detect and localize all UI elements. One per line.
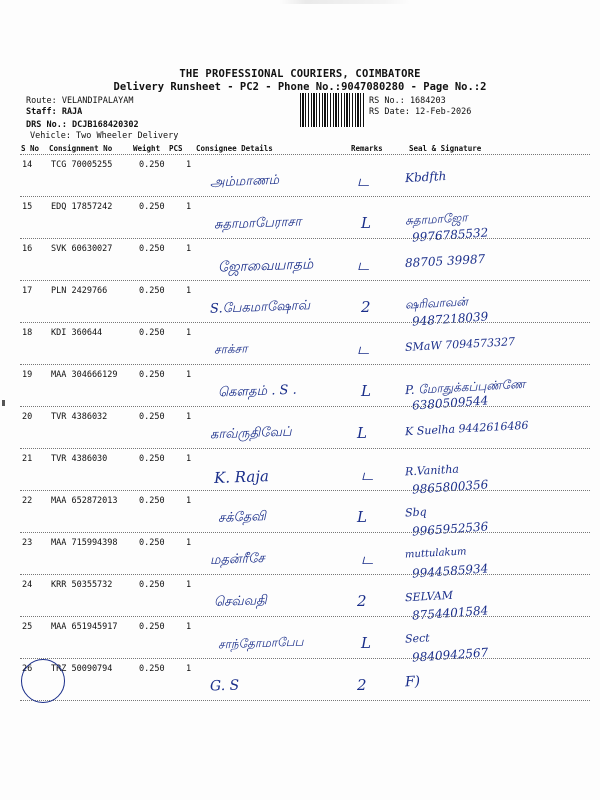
row-sno: 18 — [22, 328, 33, 338]
row-consignee-handwritten: சாந்தோமாபேப — [217, 634, 304, 652]
row-pcs: 1 — [186, 202, 192, 212]
row-consignment-no: MAA 304666129 — [51, 370, 118, 380]
drs-no: DRS No.: DCJB168420302 — [26, 120, 139, 130]
row-sno: 25 — [22, 622, 33, 632]
row-divider — [20, 574, 590, 575]
barcode — [300, 93, 366, 127]
col-consignee: Consignee Details — [196, 144, 273, 153]
row-consignment-no: MAA 651945917 — [51, 622, 118, 632]
row-remark-mark: L — [357, 508, 367, 526]
row-consignment-no: TRZ 50090794 — [51, 664, 113, 674]
row-consignee-handwritten: அம்மாணம் — [209, 172, 280, 191]
row-pcs: 1 — [186, 370, 192, 380]
row-sno: 23 — [22, 538, 33, 548]
row-weight: 0.250 — [139, 580, 165, 590]
row-signature: K Suelha 9442616486 — [404, 418, 529, 439]
row-consignee-handwritten: மதன்ரீசே — [209, 551, 265, 568]
row-consignee-handwritten: காவ்ருதிவேப் — [209, 424, 292, 443]
row-pcs: 1 — [186, 538, 192, 548]
row-remark-mark: ட — [357, 256, 369, 274]
rs-no: RS No.: 1684203 — [369, 96, 446, 106]
row-signature: muttulakum — [404, 546, 467, 561]
row-weight: 0.250 — [139, 244, 165, 254]
col-pcs: PCS — [169, 144, 183, 153]
row-weight: 0.250 — [139, 664, 165, 674]
staff: Staff: RAJA — [26, 107, 83, 117]
row-signature: F) — [404, 673, 421, 691]
row-consignee-handwritten: செவ்வதி — [213, 593, 268, 610]
row-divider — [20, 406, 590, 407]
row-divider — [20, 490, 590, 491]
row-signature-phone: 6380509544 — [411, 393, 489, 413]
row-consignment-no: PLN 2429766 — [51, 286, 108, 296]
row-signature-phone: 8754401584 — [411, 603, 489, 623]
col-seal: Seal & Signature — [409, 144, 482, 153]
row-signature: ஷரிவாவன் — [404, 294, 469, 312]
row-signature-phone: 9965952536 — [411, 519, 489, 539]
row-consignee-handwritten: K. Raja — [213, 467, 270, 487]
row-weight: 0.250 — [139, 538, 165, 548]
row-signature: 88705 39987 — [404, 251, 486, 271]
row-consignee-handwritten: கௌதம் . S . — [217, 382, 297, 401]
col-remarks: Remarks — [351, 144, 383, 153]
row-consignee-handwritten: ஜோவையாதம் — [217, 256, 314, 276]
row-weight: 0.250 — [139, 286, 165, 296]
row-divider — [20, 364, 590, 365]
runsheet-subtitle: Delivery Runsheet - PC2 - Phone No.:9047080280 - Page No.:2 — [113, 81, 487, 93]
row-signature: SELVAM — [404, 588, 454, 605]
row-signature: Sect — [404, 631, 430, 646]
row-signature: Kbdfth — [404, 168, 447, 186]
row-sno: 24 — [22, 580, 33, 590]
row-signature-phone: 9487218039 — [411, 309, 489, 329]
row-divider — [20, 616, 590, 617]
row-sno: 19 — [22, 370, 33, 380]
row-remark-mark: 2 — [357, 592, 367, 610]
col-consignment: Consignment No — [49, 144, 113, 153]
row-signature: Sbq — [404, 505, 427, 520]
row-signature-phone: 9944585934 — [411, 561, 489, 581]
row-divider — [20, 238, 590, 239]
header-divider — [20, 154, 590, 155]
row-consignment-no: KDI 360644 — [51, 328, 103, 338]
row-consignee-handwritten: S.பேகமாஷோவ் — [209, 298, 311, 317]
row-weight: 0.250 — [139, 496, 165, 506]
row-weight: 0.250 — [139, 202, 165, 212]
scan-edge-mark — [2, 400, 5, 406]
row-consignment-no: MAA 715994398 — [51, 538, 118, 548]
row-consignee-handwritten: சாக்சா — [213, 341, 248, 357]
row-sno: 26 — [22, 664, 33, 674]
circled-row-mark — [21, 659, 65, 703]
row-signature: P. மோதுக்கப்புண்ணே — [404, 376, 526, 398]
row-consignment-no: MAA 652872013 — [51, 496, 118, 506]
row-remark-mark: L — [361, 634, 371, 652]
row-consignment-no: TVR 4386030 — [51, 454, 108, 464]
row-divider — [20, 448, 590, 449]
row-pcs: 1 — [186, 328, 192, 338]
row-pcs: 1 — [186, 496, 192, 506]
row-consignment-no: KRR 50355732 — [51, 580, 113, 590]
row-signature-phone: 9976785532 — [411, 225, 489, 245]
row-signature: R.Vanitha — [404, 462, 460, 479]
row-divider — [20, 322, 590, 323]
row-remark-mark: 2 — [361, 298, 371, 316]
row-weight: 0.250 — [139, 160, 165, 170]
row-pcs: 1 — [186, 664, 192, 674]
row-remark-mark: ட — [357, 172, 369, 190]
row-divider — [20, 658, 590, 659]
row-weight: 0.250 — [139, 622, 165, 632]
company-title: THE PROFESSIONAL COURIERS, COIMBATORE — [179, 68, 421, 80]
row-sno: 20 — [22, 412, 33, 422]
row-weight: 0.250 — [139, 454, 165, 464]
row-pcs: 1 — [186, 160, 192, 170]
row-sno: 17 — [22, 286, 33, 296]
row-divider — [20, 700, 590, 701]
row-signature-phone: 9865800356 — [411, 477, 489, 497]
row-signature: SMaW 7094573327 — [404, 335, 516, 354]
row-consignee-handwritten: சக்தேவி — [217, 509, 267, 526]
row-pcs: 1 — [186, 622, 192, 632]
row-remark-mark: ட — [357, 340, 369, 358]
rs-date: RS Date: 12-Feb-2026 — [369, 107, 472, 117]
vehicle: Vehicle: Two Wheeler Delivery — [30, 131, 179, 141]
row-sno: 15 — [22, 202, 33, 212]
row-divider — [20, 280, 590, 281]
row-pcs: 1 — [186, 244, 192, 254]
row-divider — [20, 196, 590, 197]
row-sno: 14 — [22, 160, 33, 170]
col-sno: S No — [21, 144, 40, 153]
row-signature-phone: 9840942567 — [411, 645, 489, 665]
row-remark-mark: 2 — [357, 676, 367, 694]
row-consignee-handwritten: சுதாமாபேராசா — [213, 214, 302, 233]
row-remark-mark: L — [361, 382, 371, 400]
row-divider — [20, 532, 590, 533]
row-consignment-no: TCG 70005255 — [51, 160, 113, 170]
row-weight: 0.250 — [139, 328, 165, 338]
row-consignment-no: TVR 4386032 — [51, 412, 108, 422]
row-sno: 21 — [22, 454, 33, 464]
row-weight: 0.250 — [139, 412, 165, 422]
row-remark-mark: ட — [361, 550, 373, 568]
row-sno: 22 — [22, 496, 33, 506]
row-pcs: 1 — [186, 454, 192, 464]
row-pcs: 1 — [186, 286, 192, 296]
row-consignment-no: SVK 60630027 — [51, 244, 113, 254]
route: Route: VELANDIPALAYAM — [26, 96, 134, 106]
row-remark-mark: ட — [361, 466, 373, 484]
row-pcs: 1 — [186, 412, 192, 422]
row-pcs: 1 — [186, 580, 192, 590]
row-consignment-no: EDQ 17857242 — [51, 202, 113, 212]
row-signature: சுதாமாஜோ — [404, 210, 468, 228]
scan-smudge — [280, 0, 410, 4]
col-weight: Weight — [133, 144, 161, 153]
row-sno: 16 — [22, 244, 33, 254]
row-consignee-handwritten: G. S — [209, 677, 240, 695]
row-remark-mark: L — [357, 424, 367, 442]
row-weight: 0.250 — [139, 370, 165, 380]
row-remark-mark: L — [361, 214, 371, 232]
